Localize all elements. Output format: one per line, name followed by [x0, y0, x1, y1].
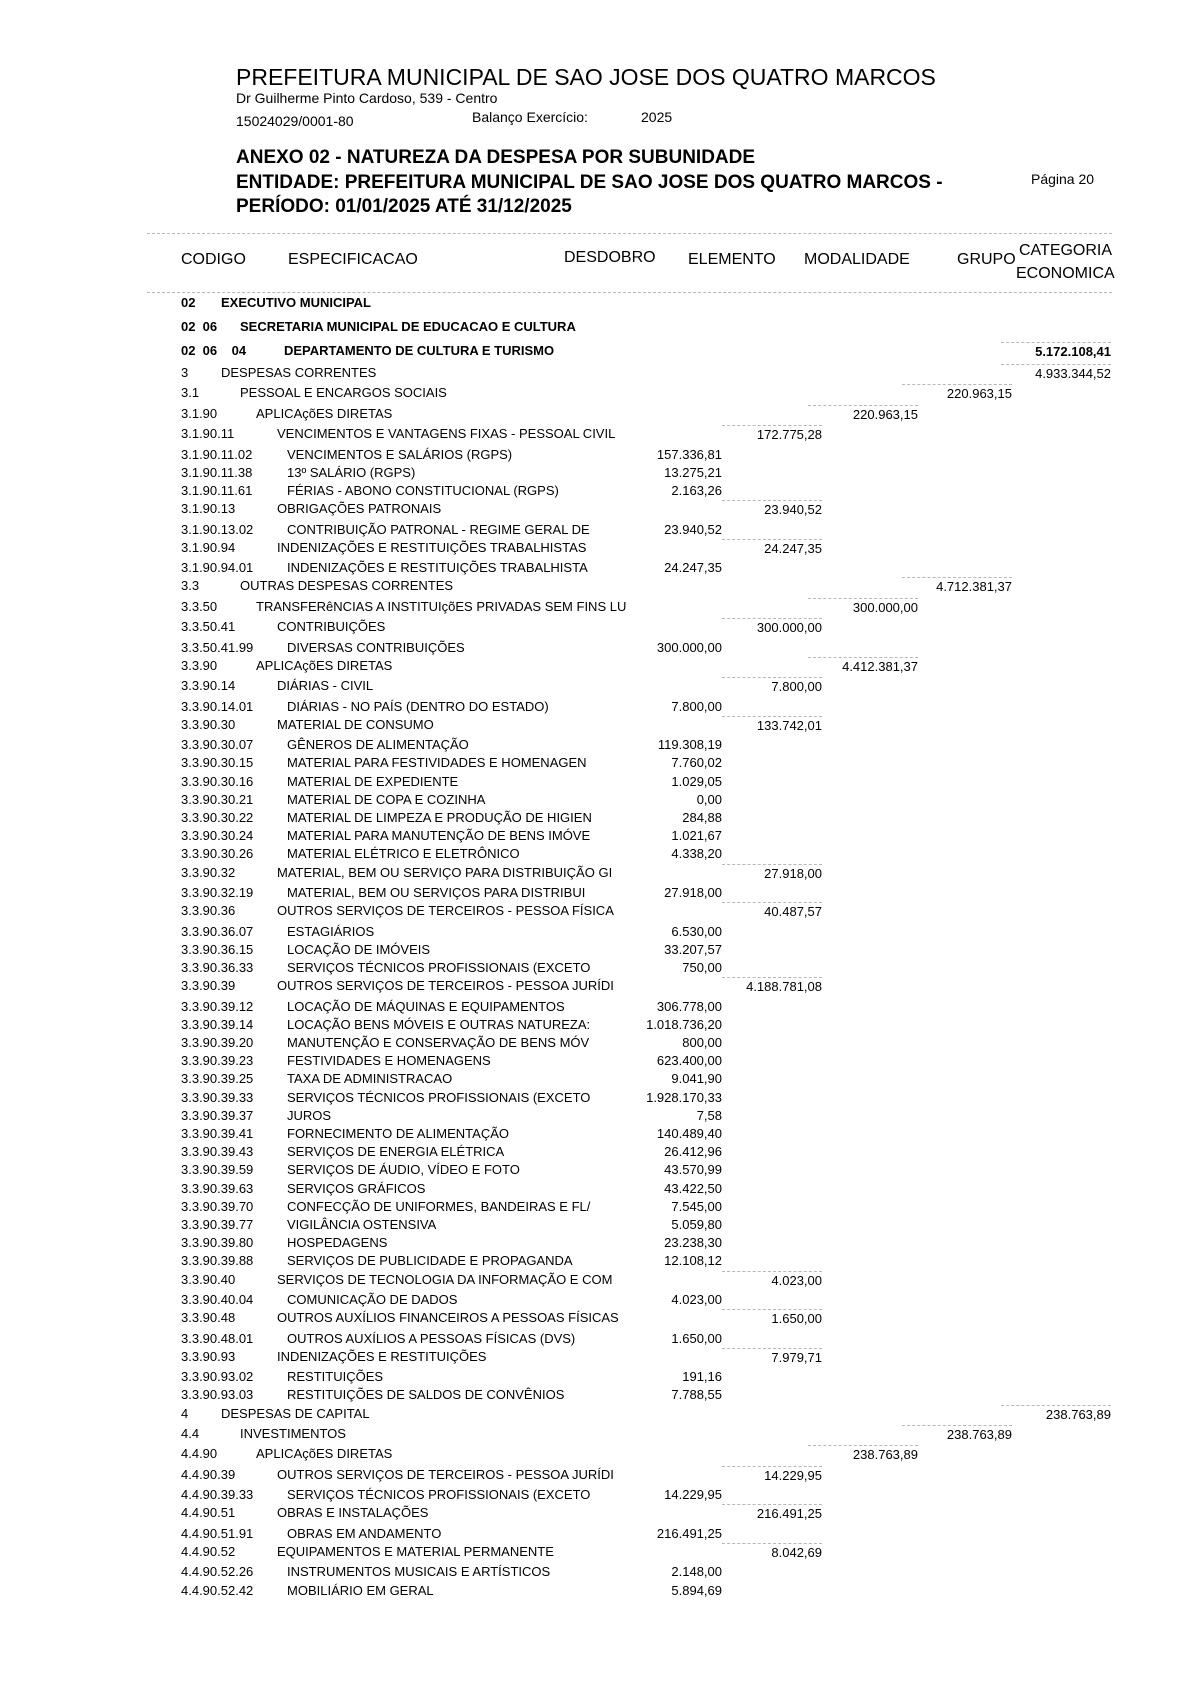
- table-row: [0, 657, 1190, 675]
- table-row: [0, 482, 1190, 500]
- row-code: 4.4.90.52: [181, 1544, 236, 1559]
- row-code: 3.1.90.11.02: [181, 446, 253, 462]
- table-row: [0, 1034, 1190, 1052]
- table-row: [0, 446, 1190, 464]
- row-value-desd: 4.023,00: [671, 1292, 722, 1307]
- row-value-desd: 2.163,26: [671, 483, 722, 498]
- row-description: OUTROS AUXÍLIOS A PESSOAS FÍSICAS (DVS): [287, 1330, 576, 1346]
- row-description: HOSPEDAGENS: [287, 1235, 388, 1251]
- row-value-desd: 6.530,00: [671, 923, 722, 939]
- row-description: INSTRUMENTOS MUSICAIS E ARTÍSTICOS: [287, 1564, 551, 1580]
- col-modalidade: MODALIDADE: [804, 251, 910, 268]
- row-code: 3.3.90.39.12: [181, 998, 254, 1014]
- row-value-desd: 14.229,95: [664, 1487, 722, 1503]
- row-value-desd: 26.412,96: [664, 1144, 722, 1160]
- row-code: 3.3.90.48.01: [181, 1330, 254, 1346]
- row-value-desd: 4.338,20: [671, 846, 722, 862]
- row-description: MATERIAL DE EXPEDIENTE: [287, 773, 459, 789]
- row-value-elem: 14.229,95: [722, 1466, 822, 1485]
- row-description: OBRIGAÇÕES PATRONAIS: [277, 501, 442, 517]
- table-row: [0, 1161, 1190, 1179]
- row-code: 3.3.90.30.16: [181, 773, 254, 789]
- table-row: [0, 425, 1190, 443]
- table-row: [0, 1368, 1190, 1386]
- row-description: DESPESAS DE CAPITAL: [221, 1405, 370, 1421]
- row-value-desd: 12.108,12: [664, 1253, 722, 1269]
- row-value-grp: 4.712.381,37: [902, 577, 1012, 596]
- row-description: CONFECÇÃO DE UNIFORMES, BANDEIRAS E FL/: [287, 1198, 591, 1214]
- col-elemento: ELEMENTO: [688, 251, 776, 268]
- table-row: [0, 577, 1190, 595]
- table-row: [0, 977, 1190, 995]
- table-row: [0, 1309, 1190, 1327]
- columns-separator: [147, 292, 1112, 293]
- row-description: TAXA DE ADMINISTRACAO: [287, 1071, 453, 1087]
- row-value-desd: 23.238,30: [664, 1235, 722, 1251]
- row-code: 4.4.90.52.26: [181, 1564, 254, 1580]
- row-value-desd: 7,58: [696, 1107, 722, 1123]
- table-row: [0, 521, 1190, 539]
- row-description: LOCAÇÃO DE IMÓVEIS: [287, 941, 431, 957]
- row-code: 3.1.90.13: [181, 501, 236, 517]
- row-value-desd: 119.308,19: [657, 737, 722, 753]
- row-description: FÉRIAS - ABONO CONSTITUCIONAL (RGPS): [287, 483, 559, 498]
- row-code: 4: [181, 1405, 189, 1421]
- row-description: LOCAÇÃO DE MÁQUINAS E EQUIPAMENTOS: [287, 998, 565, 1014]
- table-row: [0, 1563, 1190, 1581]
- row-value-desd: 5.059,80: [671, 1217, 722, 1232]
- row-value-elem: 7.979,71: [722, 1348, 822, 1367]
- row-value-elem: 216.491,25: [722, 1504, 822, 1523]
- row-code: 3.3.90.39.37: [181, 1107, 254, 1123]
- row-description: COMUNICAÇÃO DE DADOS: [287, 1292, 458, 1307]
- row-description: SERVIÇOS TÉCNICOS PROFISSIONAIS (EXCETO: [287, 960, 591, 975]
- row-code: 3.3.90.40.04: [181, 1292, 254, 1307]
- row-code: 3.3.90.30.15: [181, 755, 254, 771]
- row-code: 3.3.90.30: [181, 716, 236, 732]
- row-code: 3.3.90.30.26: [181, 846, 254, 862]
- row-value-desd: 284,88: [682, 810, 722, 825]
- row-description: MANUTENÇÃO E CONSERVAÇÃO DE BENS MÓV: [287, 1035, 590, 1050]
- row-code: 3.1.90.13.02: [181, 521, 254, 537]
- row-code: 3.3.90.39.80: [181, 1235, 254, 1251]
- row-description: EQUIPAMENTOS E MATERIAL PERMANENTE: [277, 1544, 554, 1559]
- row-value-elem: 24.247,35: [722, 539, 822, 558]
- row-code: 3.3.90.32: [181, 864, 236, 880]
- row-code: 4.4.90.39: [181, 1466, 236, 1482]
- header-separator: [147, 233, 1112, 234]
- table-row: [0, 1198, 1190, 1216]
- row-description: INVESTIMENTOS: [240, 1426, 346, 1441]
- row-description: VENCIMENTOS E VANTAGENS FIXAS - PESSOAL CIVIL: [277, 426, 616, 442]
- table-row: [0, 736, 1190, 754]
- row-code: 3.3.90.93.02: [181, 1369, 254, 1385]
- col-codigo: CODIGO: [181, 251, 246, 268]
- row-code: 3: [181, 365, 189, 380]
- row-code: 3.3.90.39.41: [181, 1126, 254, 1141]
- row-code: 3.3.90.39.70: [181, 1198, 254, 1214]
- table-row: [0, 845, 1190, 863]
- table-row: [0, 677, 1190, 695]
- row-value-elem: 8.042,69: [722, 1543, 822, 1562]
- table-row: [0, 941, 1190, 959]
- row-code: 3.3.90.39.23: [181, 1053, 254, 1069]
- table-row: [0, 1486, 1190, 1504]
- table-row: [0, 1525, 1190, 1543]
- table-row: [0, 1425, 1190, 1443]
- row-description: INDENIZAÇÕES E RESTITUIÇÕES TRABALHISTA: [287, 560, 588, 576]
- row-value-elem: 172.775,28: [722, 425, 822, 444]
- row-description: RESTITUIÇÕES DE SALDOS DE CONVÊNIOS: [287, 1387, 565, 1403]
- row-value-desd: 7.545,00: [671, 1198, 722, 1214]
- row-value-mod: 4.412.381,37: [808, 657, 918, 676]
- row-value-desd: 5.894,69: [671, 1582, 722, 1598]
- row-value-desd: 13.275,21: [664, 464, 722, 480]
- row-code: 3.3.90.39.43: [181, 1144, 254, 1160]
- row-code: 3.3.90.36: [181, 903, 236, 919]
- table-row: [0, 754, 1190, 772]
- row-value-desd: 1.650,00: [671, 1330, 722, 1346]
- address: Dr Guilherme Pinto Cardoso, 539 - Centro: [236, 90, 498, 106]
- row-value-desd: 23.940,52: [664, 521, 722, 537]
- table-row: [0, 405, 1190, 423]
- row-code: 3.3.90.36.15: [181, 941, 254, 957]
- cnpj: 15024029/0001-80: [236, 113, 354, 129]
- table-row: [0, 1016, 1190, 1034]
- row-description: MATERIAL PARA MANUTENÇÃO DE BENS IMÓVE: [287, 828, 591, 844]
- row-description: VENCIMENTOS E SALÁRIOS (RGPS): [287, 446, 513, 462]
- row-value-mod: 300.000,00: [808, 598, 918, 617]
- row-description: SERVIÇOS GRÁFICOS: [287, 1180, 426, 1196]
- row-description: MATERIAL DE LIMPEZA E PRODUÇÃO DE HIGIEN: [287, 810, 592, 825]
- entity-title: ENTIDADE: PREFEITURA MUNICIPAL DE SAO JOSE DOS QUATRO MARCOS -: [236, 172, 943, 193]
- row-code: 3.3.90.39.63: [181, 1180, 254, 1196]
- row-code: 3.1.90.94: [181, 539, 236, 555]
- row-code: 3.3.50: [181, 598, 218, 614]
- row-description: TRANSFERêNCIAS A INSTITUIçõES PRIVADAS SEM FINS LU: [256, 598, 627, 614]
- row-value-mod: 220.963,15: [808, 405, 918, 424]
- row-description: SERVIÇOS DE TECNOLOGIA DA INFORMAÇÃO E COM: [277, 1271, 613, 1287]
- row-value-desd: 1.018.736,20: [646, 1016, 722, 1032]
- table-row: [0, 827, 1190, 845]
- table-row: [0, 1386, 1190, 1404]
- unit-code: 02 06 04: [181, 343, 247, 358]
- row-code: 3.3.90.48: [181, 1310, 236, 1326]
- row-description: JUROS: [287, 1107, 332, 1123]
- row-code: 3.3.90.40: [181, 1271, 236, 1287]
- row-description: OUTROS SERVIÇOS DE TERCEIROS - PESSOA JURÍDI: [277, 1466, 614, 1482]
- row-description: MATERIAL, BEM OU SERVIÇOS PARA DISTRIBUI: [287, 885, 586, 900]
- row-description: PESSOAL E ENCARGOS SOCIAIS: [240, 385, 447, 401]
- unit-row-secretaria: [0, 318, 1190, 336]
- row-description: SERVIÇOS DE ÁUDIO, VÍDEO E FOTO: [287, 1162, 520, 1178]
- row-description: CONTRIBUIÇÕES: [277, 619, 386, 635]
- row-value-elem: 40.487,57: [722, 902, 822, 921]
- table-row: [0, 1405, 1190, 1423]
- row-description: MOBILIÁRIO EM GERAL: [287, 1582, 434, 1598]
- unit-code: 02: [181, 295, 196, 310]
- row-description: MATERIAL DE COPA E COZINHA: [287, 791, 486, 807]
- row-description: CONTRIBUIÇÃO PATRONAL - REGIME GERAL DE: [287, 521, 590, 537]
- row-code: 3.1: [181, 385, 200, 401]
- row-value-desd: 7.760,02: [671, 755, 722, 771]
- exercise-label: Balanço Exercício:: [472, 109, 588, 125]
- table-row: [0, 559, 1190, 577]
- row-description: APLICAçõES DIRETAS: [256, 405, 393, 421]
- row-code: 3.3.90.30.21: [181, 791, 254, 807]
- row-value-desd: 7.788,55: [671, 1387, 722, 1403]
- row-value-grp: 220.963,15: [902, 384, 1012, 403]
- row-description: DIVERSAS CONTRIBUIÇÕES: [287, 639, 465, 655]
- row-value-desd: 2.148,00: [671, 1564, 722, 1580]
- row-description: GÊNEROS DE ALIMENTAÇÃO: [287, 737, 469, 753]
- row-description: MATERIAL DE CONSUMO: [277, 716, 434, 732]
- row-description: RESTITUIÇÕES: [287, 1369, 384, 1385]
- row-value-desd: 157.336,81: [656, 446, 722, 462]
- row-code: 3.3.90.39.33: [181, 1089, 254, 1105]
- row-code: 3.3.90.39.20: [181, 1035, 254, 1050]
- row-description: SERVIÇOS DE PUBLICIDADE E PROPAGANDA: [287, 1253, 573, 1269]
- row-value-desd: 1.021,67: [671, 828, 722, 844]
- table-row: [0, 716, 1190, 734]
- page-number: Página 20: [1031, 171, 1095, 187]
- report-title: PREFEITURA MUNICIPAL DE SAO JOSE DOS QUATRO MARCOS: [236, 64, 936, 90]
- table-row: [0, 1582, 1190, 1600]
- table-row: [0, 500, 1190, 518]
- row-code: 4.4.90.51: [181, 1505, 236, 1521]
- row-code: 4.4.90.52.42: [181, 1582, 254, 1598]
- row-value-desd: 7.800,00: [671, 698, 722, 714]
- table-row: [0, 1216, 1190, 1234]
- row-description: LOCAÇÃO BENS MÓVEIS E OUTRAS NATUREZA:: [287, 1016, 591, 1032]
- row-value-elem: 7.800,00: [722, 677, 822, 696]
- table-row: [0, 539, 1190, 557]
- col-categoria: CATEGORIA: [1019, 242, 1113, 259]
- row-code: 3.3.90.39.77: [181, 1217, 254, 1232]
- row-value-cat: 4.933.344,52: [1001, 364, 1111, 383]
- table-row: [0, 1466, 1190, 1484]
- row-value-desd: 27.918,00: [664, 885, 722, 900]
- row-description: OUTRAS DESPESAS CORRENTES: [240, 578, 454, 594]
- row-code: 3.3.90.39: [181, 978, 236, 994]
- table-row: [0, 384, 1190, 402]
- row-description: DIÁRIAS - CIVIL: [277, 678, 374, 694]
- row-code: 3.3.90.14: [181, 678, 236, 694]
- table-row: [0, 1052, 1190, 1070]
- row-value-desd: 140.489,40: [656, 1126, 722, 1141]
- row-code: 3.3.90.93.03: [181, 1387, 254, 1403]
- row-code: 3.1.90: [181, 405, 218, 421]
- unit-name: SECRETARIA MUNICIPAL DE EDUCACAO E CULTURA: [240, 319, 576, 334]
- row-value-desd: 33.207,57: [664, 941, 722, 957]
- row-value-elem: 4.188.781,08: [722, 977, 822, 996]
- row-description: SERVIÇOS DE ENERGIA ELÉTRICA: [287, 1144, 505, 1160]
- row-code: 3.3: [181, 578, 200, 594]
- row-description: APLICAçõES DIRETAS: [256, 657, 393, 673]
- row-value-desd: 191,16: [682, 1369, 722, 1385]
- row-description: MATERIAL ELÉTRICO E ELETRÔNICO: [287, 846, 520, 862]
- row-code: 3.3.90.39.88: [181, 1253, 254, 1269]
- row-value-elem: 4.023,00: [722, 1271, 822, 1290]
- col-economica: ECONOMICA: [1016, 265, 1115, 282]
- table-row: [0, 959, 1190, 977]
- table-row: [0, 773, 1190, 791]
- table-row: [0, 464, 1190, 482]
- row-code: 3.3.90.39.25: [181, 1071, 254, 1087]
- row-code: 4.4: [181, 1426, 200, 1441]
- row-code: 3.3.50.41: [181, 619, 236, 635]
- annex-title: ANEXO 02 - NATUREZA DA DESPESA POR SUBUNIDADE: [236, 147, 756, 168]
- table-row: [0, 1271, 1190, 1289]
- unit-row-departamento: [0, 342, 1190, 360]
- row-value-cat: 238.763,89: [1001, 1405, 1111, 1424]
- table-row: [0, 1234, 1190, 1252]
- row-description: SERVIÇOS TÉCNICOS PROFISSIONAIS (EXCETO: [287, 1089, 591, 1105]
- table-row: [0, 1445, 1190, 1463]
- row-description: MATERIAL, BEM OU SERVIÇO PARA DISTRIBUIÇÃO GI: [277, 864, 613, 880]
- row-code: 3.3.90.30.22: [181, 810, 254, 825]
- row-value-mod: 238.763,89: [808, 1445, 918, 1464]
- table-row: [0, 1291, 1190, 1309]
- table-row: [0, 884, 1190, 902]
- unit-code: 02 06: [181, 319, 218, 334]
- table-row: [0, 698, 1190, 716]
- row-value-desd: 306.778,00: [656, 998, 722, 1014]
- table-row: [0, 1125, 1190, 1143]
- row-description: OBRAS E INSTALAÇÕES: [277, 1505, 429, 1521]
- row-code: 3.3.90.30.07: [181, 737, 254, 753]
- row-value-desd: 0,00: [696, 791, 722, 807]
- row-code: 3.3.90.14.01: [181, 698, 254, 714]
- row-value-desd: 623.400,00: [656, 1053, 722, 1069]
- row-code: 3.3.90.39.59: [181, 1162, 254, 1178]
- table-row: [0, 598, 1190, 616]
- row-value-elem: 27.918,00: [722, 864, 822, 883]
- period-title: PERÍODO: 01/01/2025 ATÉ 31/12/2025: [236, 196, 572, 217]
- row-value-desd: 1.928.170,33: [646, 1089, 722, 1105]
- table-row: [0, 791, 1190, 809]
- table-row: [0, 1252, 1190, 1270]
- exercise-year: 2025: [641, 109, 673, 125]
- row-value-elem: 1.650,00: [722, 1309, 822, 1328]
- row-description: FORNECIMENTO DE ALIMENTAÇÃO: [287, 1126, 509, 1141]
- row-value-desd: 43.422,50: [664, 1180, 722, 1196]
- unit-name: EXECUTIVO MUNICIPAL: [221, 295, 371, 310]
- row-code: 3.3.90: [181, 657, 218, 673]
- table-row: [0, 1143, 1190, 1161]
- row-code: 4.4.90.39.33: [181, 1487, 254, 1503]
- row-description: MATERIAL PARA FESTIVIDADES E HOMENAGEN: [287, 755, 587, 771]
- table-row: [0, 902, 1190, 920]
- row-description: DIÁRIAS - NO PAÍS (DENTRO DO ESTADO): [287, 698, 549, 714]
- table-row: [0, 618, 1190, 636]
- table-row: [0, 639, 1190, 657]
- row-code: 3.3.90.32.19: [181, 885, 254, 900]
- row-code: 3.1.90.11.38: [181, 464, 253, 480]
- table-row: [0, 1107, 1190, 1125]
- row-description: DESPESAS CORRENTES: [221, 365, 377, 380]
- row-description: VIGILÂNCIA OSTENSIVA: [287, 1217, 437, 1232]
- row-value-desd: 800,00: [682, 1035, 722, 1050]
- row-code: 4.4.90: [181, 1446, 218, 1462]
- table-row: [0, 1070, 1190, 1088]
- table-row: [0, 1504, 1190, 1522]
- row-code: 3.1.90.94.01: [181, 560, 254, 576]
- row-code: 4.4.90.51.91: [181, 1525, 254, 1541]
- table-row: [0, 1089, 1190, 1107]
- row-code: 3.3.50.41.99: [181, 639, 254, 655]
- table-row: [0, 1330, 1190, 1348]
- row-description: 13º SALÁRIO (RGPS): [287, 464, 416, 480]
- row-description: OBRAS EM ANDAMENTO: [287, 1525, 442, 1541]
- row-value-desd: 43.570,99: [664, 1162, 722, 1178]
- row-value-desd: 1.029,05: [671, 773, 722, 789]
- table-row: [0, 864, 1190, 882]
- row-code: 3.3.90.39.14: [181, 1016, 254, 1032]
- row-description: APLICAçõES DIRETAS: [256, 1446, 393, 1462]
- row-code: 3.3.90.93: [181, 1348, 236, 1364]
- row-description: INDENIZAÇÕES E RESTITUIÇÕES TRABALHISTAS: [277, 539, 587, 555]
- row-description: OUTROS AUXÍLIOS FINANCEIROS A PESSOAS FÍSICAS: [277, 1310, 619, 1326]
- col-desdobro: DESDOBRO: [564, 249, 656, 266]
- row-description: ESTAGIÁRIOS: [287, 923, 375, 939]
- unit-total: 5.172.108,41: [1001, 342, 1111, 361]
- row-value-desd: 9.041,90: [671, 1071, 722, 1087]
- row-code: 3.3.90.36.07: [181, 923, 254, 939]
- row-value-desd: 24.247,35: [664, 560, 722, 576]
- unit-name: DEPARTAMENTO DE CULTURA E TURISMO: [284, 343, 555, 358]
- table-row: [0, 1348, 1190, 1366]
- row-description: INDENIZAÇÕES E RESTITUIÇÕES: [277, 1348, 487, 1364]
- row-value-desd: 300.000,00: [656, 639, 722, 655]
- row-description: OUTROS SERVIÇOS DE TERCEIROS - PESSOA FÍSICA: [277, 903, 614, 919]
- table-row: [0, 1180, 1190, 1198]
- row-description: OUTROS SERVIÇOS DE TERCEIROS - PESSOA JURÍDI: [277, 978, 614, 994]
- row-code: 3.3.90.36.33: [181, 960, 254, 975]
- row-value-desd: 216.491,25: [656, 1525, 722, 1541]
- table-row: [0, 364, 1190, 382]
- row-value-elem: 23.940,52: [722, 500, 822, 519]
- row-value-elem: 133.742,01: [722, 716, 822, 735]
- unit-row-executivo: [0, 294, 1190, 312]
- table-row: [0, 998, 1190, 1016]
- table-row: [0, 809, 1190, 827]
- row-code: 3.3.90.30.24: [181, 828, 254, 844]
- row-code: 3.1.90.11: [181, 426, 235, 442]
- row-code: 3.1.90.11.61: [181, 483, 253, 498]
- row-value-desd: 750,00: [682, 960, 722, 975]
- row-description: SERVIÇOS TÉCNICOS PROFISSIONAIS (EXCETO: [287, 1487, 591, 1503]
- row-description: FESTIVIDADES E HOMENAGENS: [287, 1053, 491, 1069]
- table-row: [0, 923, 1190, 941]
- col-especificacao: ESPECIFICACAO: [288, 251, 418, 268]
- row-value-grp: 238.763,89: [902, 1425, 1012, 1444]
- col-grupo: GRUPO: [957, 251, 1016, 268]
- table-row: [0, 1543, 1190, 1561]
- row-value-elem: 300.000,00: [722, 618, 822, 637]
